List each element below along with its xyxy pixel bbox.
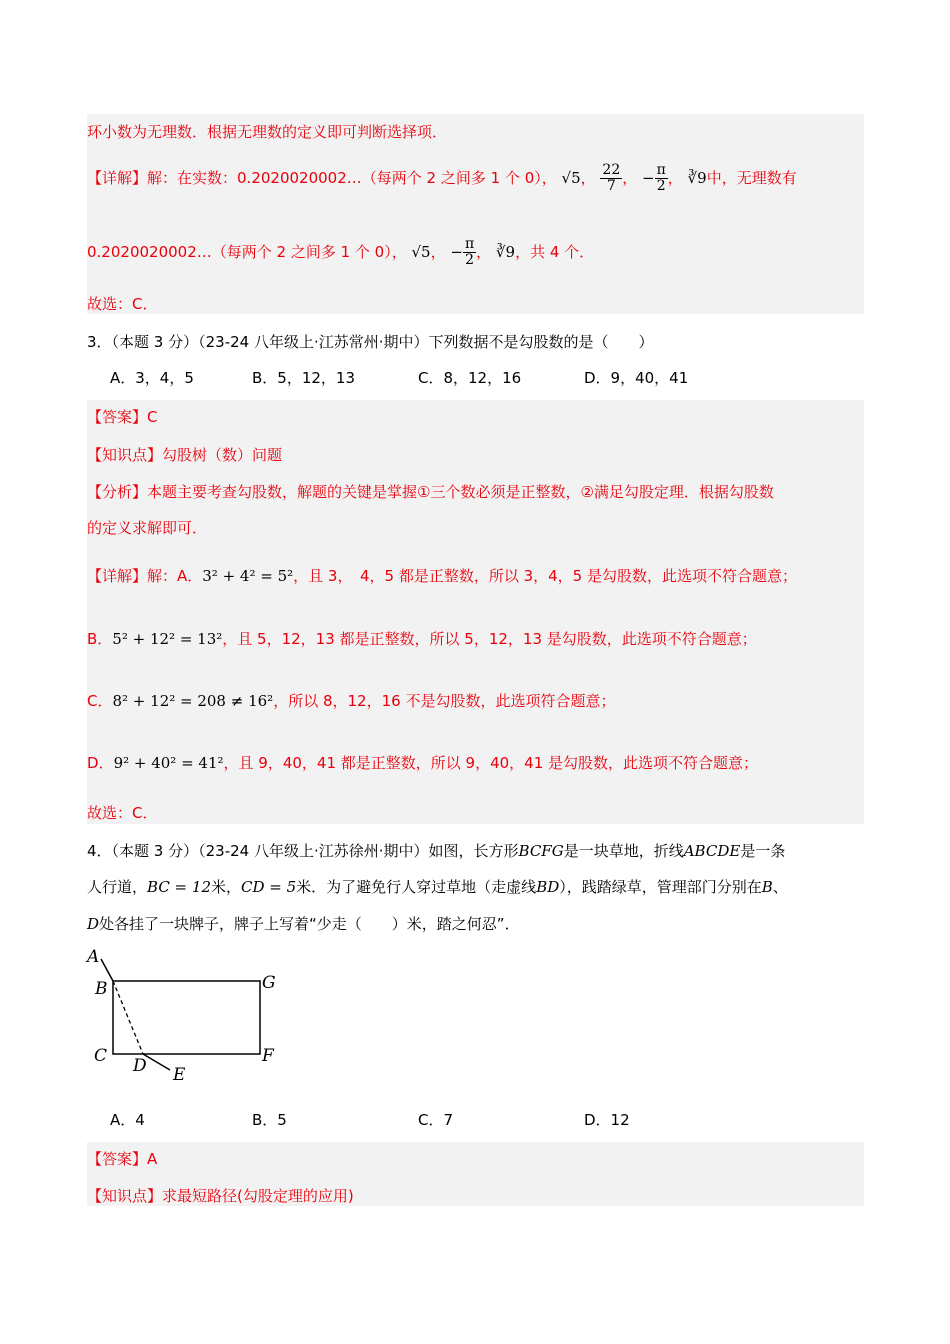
sqrt5-expr: √5 xyxy=(561,169,581,187)
label-e: E xyxy=(173,1065,186,1085)
q4-option-b: B．5 xyxy=(252,1111,287,1129)
q2-detail-prefix: 解：在实数：0.2020020002…（每两个 2 之间多 1 个 0）， xyxy=(147,169,557,187)
q3-answer: 【答案】C xyxy=(87,408,158,426)
q4-stem-text-3a: 处各挂了一块牌子，牌子上写着“少走（ ）米，踏之何忍”． xyxy=(99,915,520,933)
q2-detail-line: 【详解】解：在实数：0.2020020002…（每两个 2 之间多 1 个 0）， √5， $\frac{22}{7}$ ， − $\frac{\pi}{2}$ ， ∛9中，无理数有 xyxy=(87,161,797,194)
label-d: D xyxy=(133,1056,147,1076)
q4-stem-text-1a: 4．（本题 3 分）（23-24 八年级上·江苏徐州·期中）如图，长方形 xyxy=(87,842,519,860)
q3-knowledge: 【知识点】勾股树（数）问题 xyxy=(87,446,283,464)
cbrt9-expr-2: ∛9 xyxy=(495,243,516,261)
q4-stem-text-2d: ），践踏绿草，管理部门分别在 xyxy=(559,878,762,896)
q2-detail-label: 【详解】 xyxy=(87,169,148,187)
q4-stem-text-2a: 人行道， xyxy=(87,878,148,896)
q2-line3-prefix: 0.2020020002…（每两个 2 之间多 1 个 0）， xyxy=(87,243,407,261)
path-segment-de xyxy=(143,1054,170,1070)
label-f: F xyxy=(262,1046,274,1066)
label-b: B xyxy=(95,979,108,999)
q4-stem-text-2c: 米．为了避免行人穿过草地（走虚线 xyxy=(296,878,537,896)
q3-detail-a-prefix: 【详解】解：A． xyxy=(87,567,203,585)
q3-detail-c-math: 8² + 12² = 208 ≠ 16² xyxy=(112,692,274,710)
q2-detail-middle: 中，无理数有 xyxy=(706,169,797,187)
q4-path-name: ABCDE xyxy=(683,842,741,860)
fraction-neg-pi-2 xyxy=(655,163,668,195)
q3-detail-c-suffix: ，所以 8，12，16 不是勾股数，此选项符合题意； xyxy=(273,692,616,710)
q3-detail-b-math: 5² + 12² = 13² xyxy=(112,630,223,648)
q3-analysis-2: 的定义求解即可． xyxy=(87,519,208,537)
q3-detail-c xyxy=(87,690,615,711)
q4-point-b: B xyxy=(761,878,773,896)
sqrt5-expr-2: √5 xyxy=(411,243,431,261)
q2-line3-suffix: ，共 4 个． xyxy=(515,243,595,261)
q3-detail-c-prefix: C． xyxy=(87,692,113,710)
q3-analysis-1: 【分析】本题主要考查勾股数，解题的关键是掌握①三个数必须是正整数，②满足勾股定理．根据勾股数 xyxy=(87,483,774,501)
q3-detail-a xyxy=(87,565,797,586)
q4-option-c: C．7 xyxy=(418,1111,454,1129)
q3-detail-d-suffix: ，且 9，40，41 都是正整数，所以 9，40，41 是勾股数，此选项不符合题意； xyxy=(223,754,759,772)
q4-stem-line-2 xyxy=(87,876,788,897)
q2-hint-line: 环小数为无理数．根据无理数的定义即可判断选择项． xyxy=(87,123,448,141)
dashed-bd xyxy=(113,981,143,1054)
q2-solution-block xyxy=(87,114,864,314)
fraction-numerator: 22 xyxy=(602,161,621,178)
rect-bcfg xyxy=(113,981,260,1054)
q4-bd-name: BD xyxy=(536,878,560,896)
pi-numerator-2: π xyxy=(464,235,475,252)
q4-stem-line-3 xyxy=(87,913,520,934)
q4-option-d: D．12 xyxy=(584,1111,630,1129)
q3-option-d: D．9，40，41 xyxy=(584,369,689,387)
q4-stem-line-1 xyxy=(87,840,785,861)
q3-detail-d-math: 9² + 40² = 41² xyxy=(113,754,224,772)
label-g: G xyxy=(262,973,276,993)
pi-denominator-2: 2 xyxy=(465,252,475,268)
fraction-22-7 xyxy=(600,163,622,195)
q4-option-a: A．4 xyxy=(110,1111,145,1129)
q4-bc-length: BC = 12 xyxy=(147,878,211,896)
q3-detail-a-math: 3² + 4² = 5² xyxy=(202,567,294,585)
q2-choose: 故选：C． xyxy=(87,295,158,313)
q3-detail-b-prefix: B． xyxy=(87,630,113,648)
q3-detail-a-suffix: ，且 3， 4，5 都是正整数，所以 3，4，5 是勾股数，此选项不符合题意； xyxy=(293,567,797,585)
fraction-denominator: 7 xyxy=(606,178,616,194)
q4-stem-text-2e: 、 xyxy=(772,878,788,896)
path-segment-ab xyxy=(101,959,113,981)
q3-option-c: C．8，12，16 xyxy=(418,369,522,387)
pi-denominator: 2 xyxy=(656,178,666,194)
q4-point-d: D xyxy=(87,915,100,933)
q3-detail-d xyxy=(87,752,758,773)
label-c: C xyxy=(94,1046,108,1066)
q4-stem-text-1c: 是一条 xyxy=(740,842,786,860)
q4-cd-length: CD = 5 xyxy=(241,878,297,896)
q3-detail-b-suffix: ，且 5，12，13 都是正整数，所以 5，12，13 是勾股数，此选项不符合题意； xyxy=(222,630,757,648)
q4-answer: 【答案】A xyxy=(87,1150,158,1168)
q4-stem-text-2b: 米， xyxy=(211,878,242,896)
q3-stem: 3．（本题 3 分）（23-24 八年级上·江苏常州·期中）下列数据不是勾股数的是（ ） xyxy=(87,333,654,351)
q3-option-a: A．3，4，5 xyxy=(110,369,194,387)
cbrt9-expr: ∛9 xyxy=(687,169,707,187)
q3-choose: 故选：C． xyxy=(87,804,158,822)
q4-figure xyxy=(85,945,295,1090)
q2-irrational-line: 0.2020020002…（每两个 2 之间多 1 个 0）， √5， − $\frac{\pi}{2}$ ， ∛9，共 4 个． xyxy=(87,235,595,268)
q3-detail-d-prefix: D． xyxy=(87,754,114,772)
q4-stem-text-1b: 是一块草地，折线 xyxy=(563,842,684,860)
q4-rect-name: BCFG xyxy=(518,842,564,860)
label-a: A xyxy=(87,947,100,967)
pi-numerator: π xyxy=(656,161,666,178)
q4-knowledge: 【知识点】求最短路径(勾股定理的应用) xyxy=(87,1187,354,1205)
q3-option-b: B．5，12，13 xyxy=(252,369,356,387)
fraction-neg-pi-2-second xyxy=(463,237,476,269)
q3-detail-b xyxy=(87,628,757,649)
